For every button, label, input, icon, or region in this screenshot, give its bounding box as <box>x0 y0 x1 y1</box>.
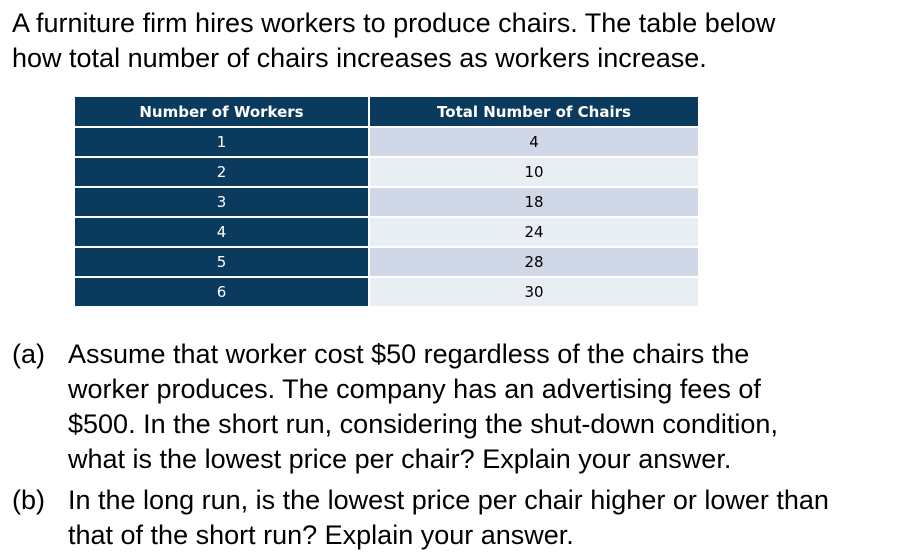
chairs-cell: 18 <box>369 187 699 217</box>
table-row <box>74 217 699 247</box>
question-line: that of the short run? Explain your answer. <box>68 520 574 550</box>
question-letter: (b) <box>12 485 45 515</box>
question-line: worker produces. The company has an advertising fees of <box>68 374 761 404</box>
question-line: $500. In the short run, considering the shut-down condition, <box>68 409 778 439</box>
workers-cell: 5 <box>74 247 369 277</box>
table-row <box>74 127 699 157</box>
table-row <box>74 157 699 187</box>
question-a <box>12 337 912 477</box>
chairs-cell: 28 <box>369 247 699 277</box>
workers-cell: 2 <box>74 157 369 187</box>
chairs-cell: 30 <box>369 277 699 307</box>
header-total-number-of-chairs: Total Number of Chairs <box>369 97 699 127</box>
question-line: In the long run, is the lowest price per chair higher or lower than <box>68 485 829 515</box>
table-header-row <box>74 97 699 127</box>
question-letter: (a) <box>12 339 45 369</box>
workers-chairs-table <box>73 97 700 308</box>
workers-cell: 4 <box>74 217 369 247</box>
workers-cell: 3 <box>74 187 369 217</box>
intro-text <box>12 6 907 76</box>
chairs-cell: 10 <box>369 157 699 187</box>
intro-line: A furniture firm hires workers to produce chairs. The table below <box>12 8 776 38</box>
table-row <box>74 187 699 217</box>
chairs-cell: 4 <box>369 127 699 157</box>
question-line: Assume that worker cost $50 regardless of the chairs the <box>68 339 750 369</box>
questions-list <box>12 337 912 553</box>
header-number-of-workers: Number of Workers <box>74 97 369 127</box>
chairs-cell: 24 <box>369 217 699 247</box>
workers-cell: 1 <box>74 127 369 157</box>
question-b <box>12 483 912 553</box>
intro-line: how total number of chairs increases as workers increase. <box>12 43 707 73</box>
table-row <box>74 277 699 307</box>
question-line: what is the lowest price per chair? Explain your answer. <box>68 444 732 474</box>
table-row <box>74 247 699 277</box>
workers-cell: 6 <box>74 277 369 307</box>
